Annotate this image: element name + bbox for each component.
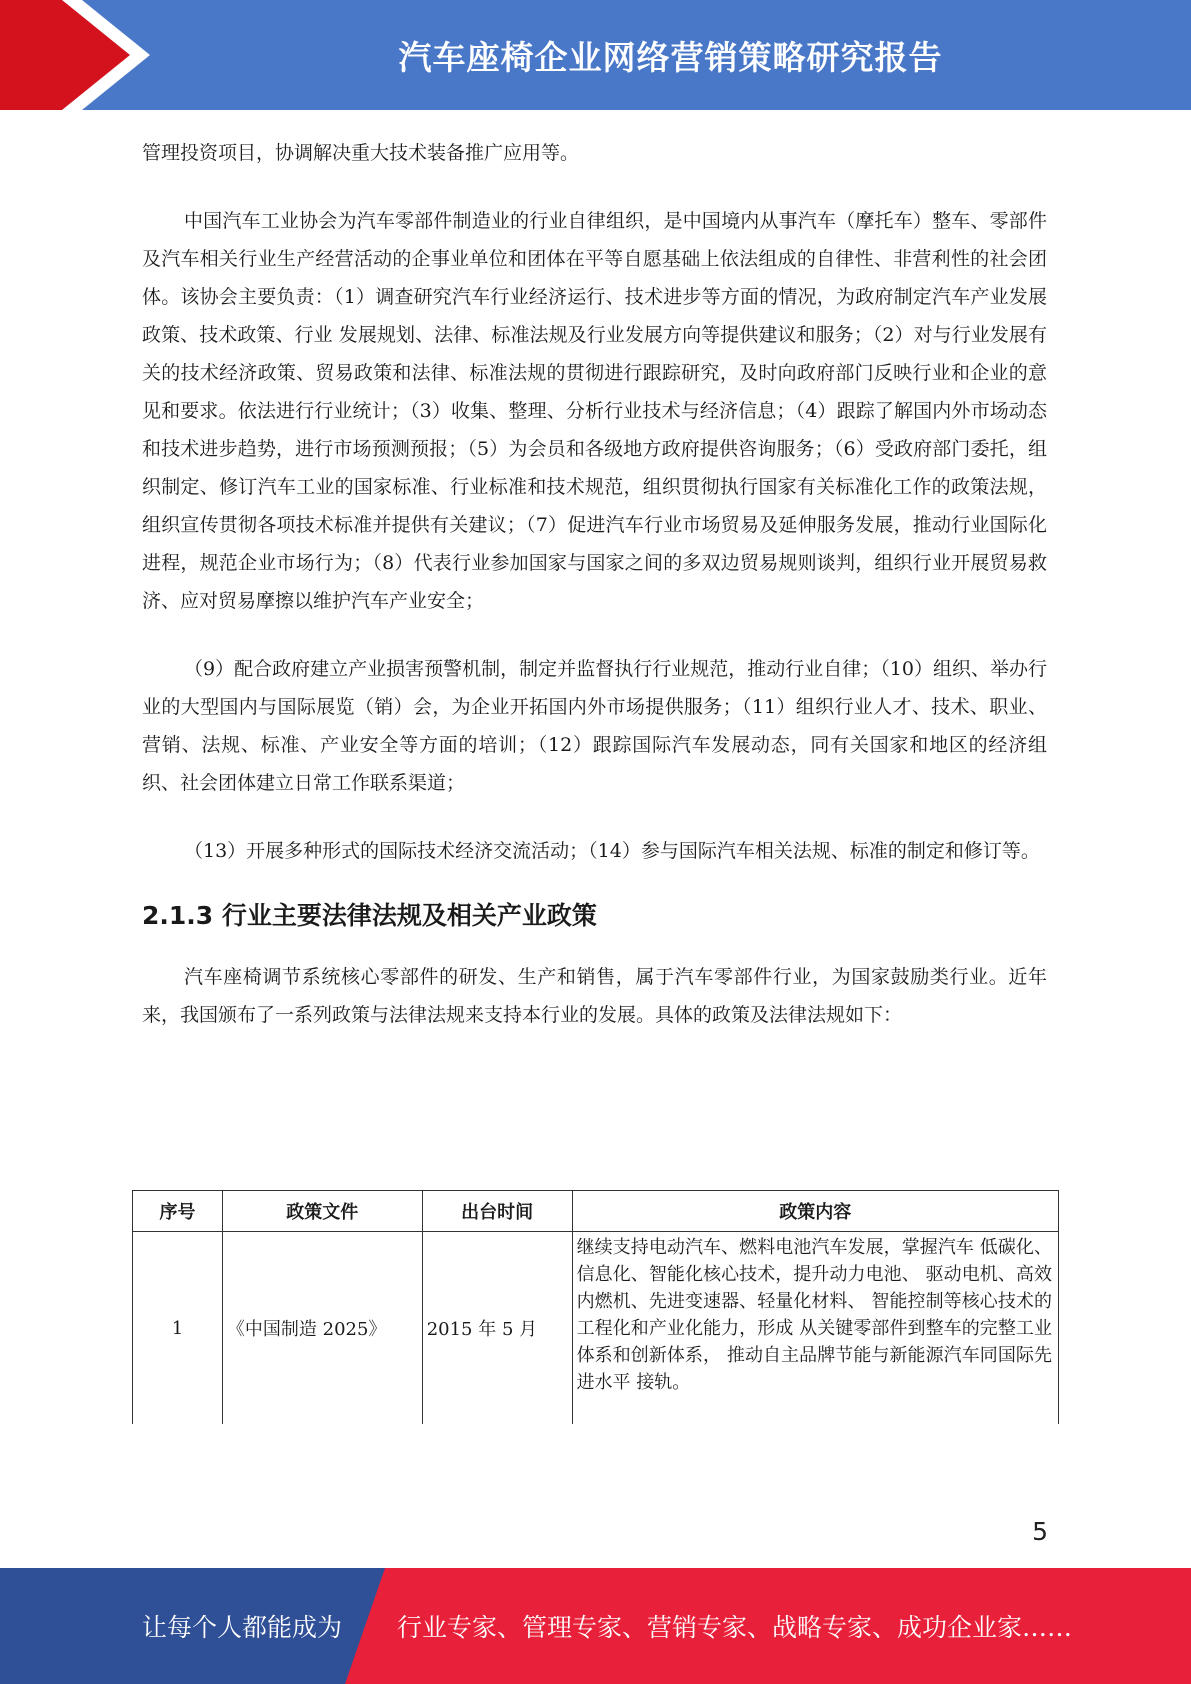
- section-heading: 2.1.3 行业主要法律法规及相关产业政策: [142, 901, 597, 930]
- cell-document: 《中国制造 2025》: [222, 1232, 422, 1425]
- cell-content: 继续支持电动汽车、燃料电池汽车发展，掌握汽车 低碳化、信息化、智能化核心技术，提升动力电池、 驱动电机、高效内燃机、先进变速器、轻量化材料、 智能控制等核心技术的工程化和产业化能力，形成 从关键零部件到整车的完整工业体系和创新体系， 推动自主品牌节能与新能源汽车同国际先进水平 接轨。: [572, 1232, 1058, 1425]
- paragraph-4: （13）开展多种形式的国际技术经济交流活动；（14）参与国际汽车相关法规、标准的制定和修订等。: [184, 840, 1040, 862]
- column-header-date: 出台时间: [422, 1191, 572, 1232]
- paragraph-1: 管理投资项目，协调解决重大技术装备推广应用等。: [142, 142, 580, 164]
- report-title: 汽车座椅企业网络营销策略研究报告: [398, 37, 943, 77]
- section-intro: 汽车座椅调节系统核心零部件的研发、生产和销售，属于汽车零部件行业，为国家鼓励类行业。近年来，我国颁布了一系列政策与法律法规来支持本行业的发展。具体的政策及法律法规如下：: [142, 966, 1047, 1026]
- paragraph-2: 中国汽车工业协会为汽车零部件制造业的行业自律组织，是中国境内从事汽车（摩托车）整车、零部件及汽车相关行业生产经营活动的企事业单位和团体在平等自愿基础上依法组成的自律性、非营利性的社会团体。该协会主要负责：（1）调查研究汽车行业经济运行、技术进步等方面的情况，为政府制定汽车产业发展政策、技术政策、行业 发展规划、法律、标准法规及行业发展方向等提供建议和服务；（2）对与行业发展有关的技术经济政策、贸易政策和法律、标准法规的贯彻进行跟踪研究，及时向政府部门反映行业和企业的意见和要求。依法进行行业统计；（3）收集、整理、分析行业技术与经济信息；（4）跟踪了解国内外市场动态和技术进步趋势，进行市场预测预报；（5）为会员和各级地方政府提供咨询服务；（6）受政府部门委托，组织制定、修订汽车工业的国家标准、行业标准和技术规范，组织贯彻执行国家有关标准化工作的政策法规，组织宣传贯彻各项技术标准并提供有关建议；（7）促进汽车行业市场贸易及延伸服务发展，推动行业国际化进程，规范企业市场行为；（8）代表行业参加国家与国家之间的多双边贸易规则谈判，组织行业开展贸易救济、应对贸易摩擦以维护汽车产业安全；: [142, 210, 1047, 612]
- column-header-content: 政策内容: [572, 1191, 1058, 1232]
- page-number: 5: [1032, 1517, 1048, 1546]
- page-header: [0, 0, 1191, 110]
- footer-slogan-right: 行业专家、管理专家、营销专家、战略专家、成功企业家……: [397, 1613, 1073, 1642]
- column-header-index: 序号: [133, 1191, 223, 1232]
- table-row: [133, 1232, 1059, 1425]
- cell-index: 1: [133, 1232, 223, 1425]
- cell-date: 2015 年 5 月: [422, 1232, 572, 1425]
- paragraph-3: （9）配合政府建立产业损害预警机制，制定并监督执行行业规范，推动行业自律；（10）组织、举办行业的大型国内与国际展览（销）会，为企业开拓国内外市场提供服务；（11）组织行业人才、技术、职业、营销、法规、标准、产业安全等方面的培训；（12）跟踪国际汽车发展动态，同有关国家和地区的经济组织、社会团体建立日常工作联系渠道；: [142, 658, 1047, 794]
- footer-slogan-left: 让每个人都能成为: [142, 1613, 343, 1642]
- policy-table: [132, 1190, 1059, 1424]
- page-footer: [0, 1568, 1191, 1684]
- document-body: [142, 134, 1047, 1034]
- table-header-row: [133, 1191, 1059, 1232]
- column-header-document: 政策文件: [222, 1191, 422, 1232]
